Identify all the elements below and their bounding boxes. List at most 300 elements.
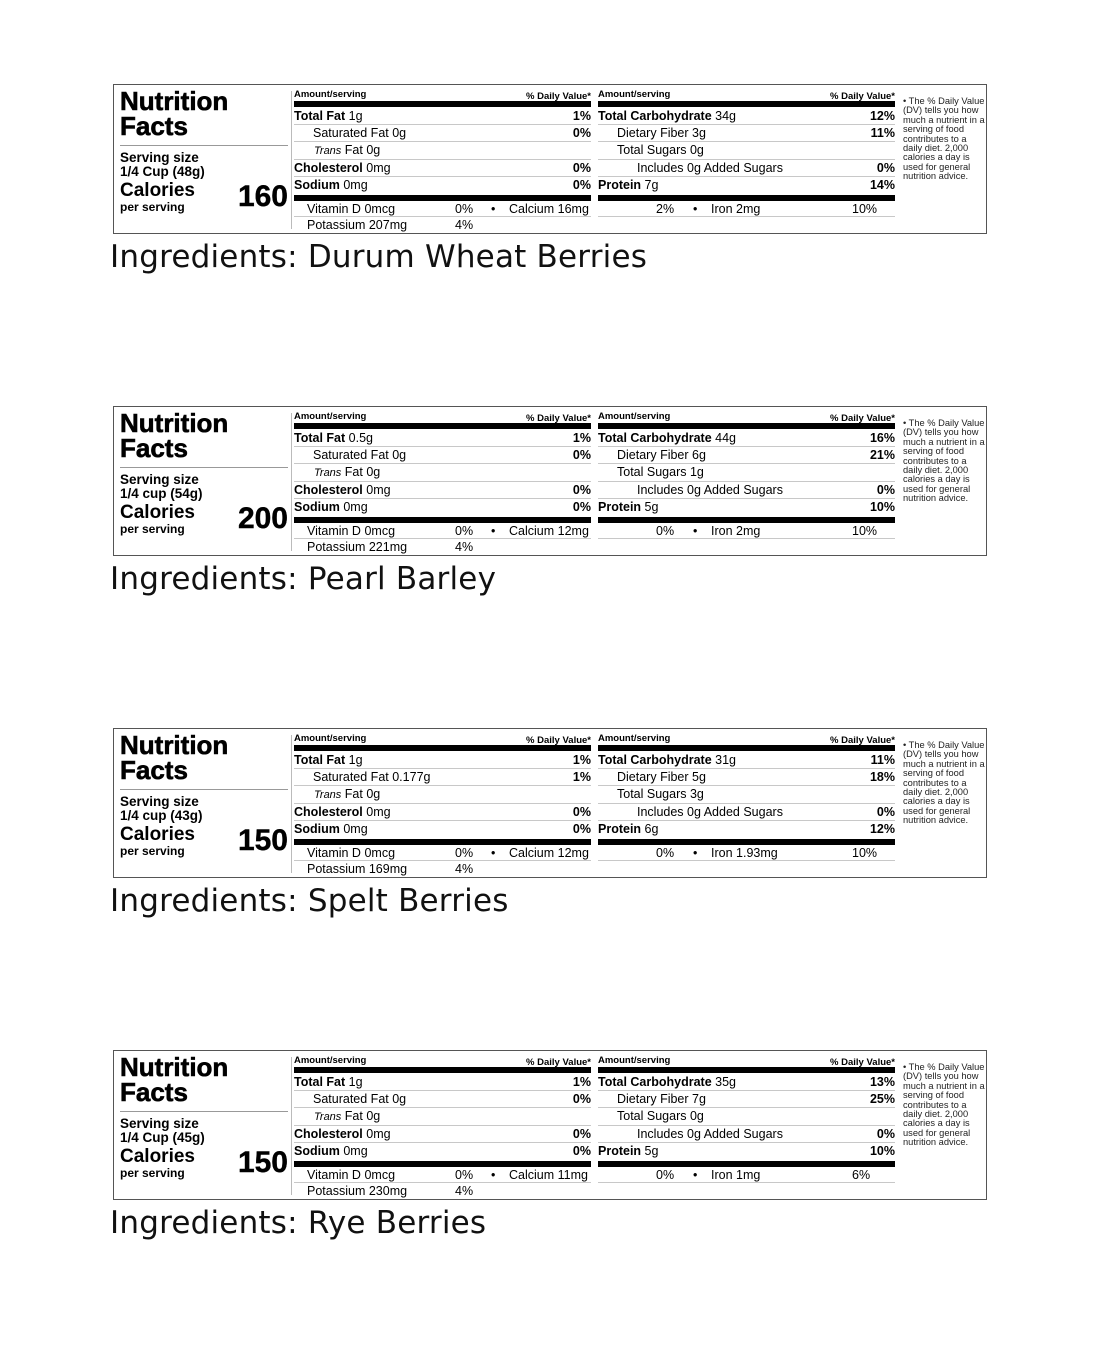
total-carb-dv: 16%: [869, 431, 895, 445]
amount-per-serving-header: Amount/serving: [294, 733, 367, 744]
dietary-fiber-label: Dietary Fiber: [617, 448, 689, 463]
saturated-fat-amount: 0g: [392, 126, 407, 141]
sodium-amount: 0mg: [343, 821, 368, 836]
saturated-fat-label: Saturated Fat: [313, 448, 389, 463]
vitamin-d-calcium-row: [294, 845, 591, 861]
protein-row: [598, 177, 895, 194]
calcium-amount: 12mg: [557, 845, 589, 860]
potassium-name: Potassium: [307, 217, 366, 232]
daily-value-footnote: • The % Daily Value (DV) tells you how much a nutrient in a serving of food contributes to a daily diet. 2,000 calories a day is used for general nutrition advice.: [903, 418, 985, 504]
total-sugars-row: [598, 1108, 895, 1125]
dietary-fiber-amount: 6g: [692, 448, 706, 463]
total-carb-row: [598, 430, 895, 447]
vitamin-d-label: [307, 523, 395, 539]
trans-fat-row: [294, 464, 591, 481]
calcium-label: [509, 201, 589, 217]
daily-value-footnote: • The % Daily Value (DV) tells you how much a nutrient in a serving of food contributes to a daily diet. 2,000 calories a day is used for general nutrition advice.: [903, 1062, 985, 1148]
trans-fat-suffix: Fat: [344, 143, 363, 158]
serving-size-label: Serving size: [120, 472, 199, 487]
label-title-line1: Nutrition: [120, 408, 229, 438]
total-carb-row: [598, 752, 895, 769]
cholesterol-row: [294, 1126, 591, 1143]
calcium-iron-row: [598, 523, 895, 539]
per-serving-label: per serving: [120, 844, 185, 858]
protein-row: [598, 499, 895, 516]
dietary-fiber-label: Dietary Fiber: [617, 126, 689, 141]
potassium-name: Potassium: [307, 861, 366, 876]
added-sugars-dv: 0%: [876, 804, 895, 819]
iron-amount: 2mg: [736, 201, 761, 216]
trans-label: Trans: [314, 467, 342, 480]
label-title-line2: Facts: [120, 755, 188, 785]
bullet-separator: •: [491, 523, 496, 538]
added-sugars-dv: 0%: [876, 160, 895, 175]
added-sugars-row: [598, 1126, 895, 1143]
carb-column: [598, 1054, 895, 1183]
daily-value-header: % Daily Value*: [830, 735, 895, 746]
title-divider: [120, 1111, 288, 1112]
calcium-dv: 0%: [656, 523, 675, 538]
total-carb-amount: 35g: [715, 1075, 737, 1089]
column-header: [294, 410, 591, 423]
vitamin-d-dv: 0%: [455, 845, 474, 860]
calories-value: 200: [237, 502, 288, 535]
total-fat-dv: 1%: [572, 753, 591, 767]
vitamin-d-amount: 0mcg: [364, 1167, 396, 1182]
cholesterol-label: Cholesterol: [294, 482, 363, 497]
total-carb-dv: 11%: [870, 753, 895, 767]
cholesterol-dv: 0%: [572, 482, 591, 497]
sodium-row: [294, 177, 591, 194]
label-title-line1: Nutrition: [120, 86, 229, 116]
daily-value-header: % Daily Value*: [830, 413, 895, 424]
potassium-label: [307, 539, 407, 555]
iron-dv: 10%: [852, 201, 878, 216]
total-carb-row: [598, 1074, 895, 1091]
potassium-label: [307, 1183, 407, 1199]
trans-fat-amount: 0g: [366, 787, 381, 802]
vitamin-d-name: Vitamin D: [307, 1167, 361, 1182]
total-fat-dv: 1%: [572, 431, 591, 445]
serving-size-value: 1/4 cup (54g): [120, 486, 203, 501]
serving-size-value: 1/4 cup (43g): [120, 808, 203, 823]
trans-fat-amount: 0g: [366, 1109, 381, 1124]
cholesterol-label: Cholesterol: [294, 1126, 363, 1141]
added-sugars-label: Includes 0g Added Sugars: [637, 160, 783, 175]
nutrition-panel: [0, 84, 1100, 406]
nutrition-facts-label: [113, 728, 987, 878]
column-header: [294, 732, 591, 745]
column-divider: [291, 1057, 292, 1195]
bullet-separator: •: [491, 201, 496, 216]
total-carb-label: Total Carbohydrate: [598, 753, 712, 767]
total-fat-label: Total Fat: [294, 109, 346, 123]
cholesterol-row: [294, 160, 591, 177]
ingredients-text: Ingredients: Pearl Barley: [110, 561, 497, 597]
title-column: [120, 1052, 288, 1195]
calcium-dv: 2%: [656, 201, 675, 216]
iron-amount: 1mg: [736, 1167, 761, 1182]
sodium-dv: 0%: [572, 1143, 591, 1158]
total-sugars-label: Total Sugars: [617, 465, 687, 480]
title-divider: [120, 789, 288, 790]
dietary-fiber-label: Dietary Fiber: [617, 1092, 689, 1107]
iron-name: Iron: [711, 201, 733, 216]
calories-value: 150: [237, 1146, 288, 1179]
sodium-label: Sodium: [294, 177, 340, 192]
label-title-line2: Facts: [120, 111, 188, 141]
protein-row: [598, 1143, 895, 1160]
nutrition-panel: [0, 728, 1100, 1050]
iron-name: Iron: [711, 1167, 733, 1182]
trans-fat-row: [294, 1108, 591, 1125]
saturated-fat-dv: 0%: [572, 1092, 591, 1107]
per-serving-label: per serving: [120, 200, 185, 214]
vitamin-d-name: Vitamin D: [307, 201, 361, 216]
total-sugars-label: Total Sugars: [617, 143, 687, 158]
label-title-line1: Nutrition: [120, 730, 229, 760]
ingredients-text: Ingredients: Spelt Berries: [110, 883, 509, 919]
vitamin-d-amount: 0mcg: [364, 845, 396, 860]
potassium-amount: 221mg: [368, 539, 408, 554]
dietary-fiber-row: [598, 125, 895, 142]
calories-label: Calories: [120, 180, 195, 201]
dietary-fiber-label: Dietary Fiber: [617, 770, 689, 785]
iron-dv: 6%: [852, 1167, 871, 1182]
total-fat-row: [294, 430, 591, 447]
amount-per-serving-header: Amount/serving: [294, 411, 367, 422]
daily-value-footnote: • The % Daily Value (DV) tells you how much a nutrient in a serving of food contributes to a daily diet. 2,000 calories a day is used for general nutrition advice.: [903, 96, 985, 182]
calcium-amount: 12mg: [557, 523, 589, 538]
sodium-row: [294, 1143, 591, 1160]
sodium-row: [294, 821, 591, 838]
total-carb-label: Total Carbohydrate: [598, 431, 712, 445]
cholesterol-dv: 0%: [572, 804, 591, 819]
daily-value-header: % Daily Value*: [830, 91, 895, 102]
sodium-dv: 0%: [572, 499, 591, 514]
protein-label: Protein: [598, 177, 642, 192]
saturated-fat-amount: 0g: [392, 1092, 407, 1107]
total-carb-dv: 13%: [869, 1075, 895, 1089]
vitamin-d-calcium-row: [294, 1167, 591, 1183]
column-divider: [291, 413, 292, 551]
total-fat-dv: 1%: [572, 1075, 591, 1089]
per-serving-label: per serving: [120, 522, 185, 536]
calcium-name: Calcium: [509, 201, 555, 216]
daily-value-header: % Daily Value*: [830, 1057, 895, 1068]
potassium-row: [294, 861, 591, 877]
column-divider: [291, 91, 292, 229]
serving-size-value: 1/4 Cup (45g): [120, 1130, 205, 1145]
amount-per-serving-header: Amount/serving: [598, 733, 671, 744]
protein-amount: 5g: [644, 499, 659, 514]
ingredients-text: Ingredients: Durum Wheat Berries: [110, 239, 648, 275]
total-carb-label: Total Carbohydrate: [598, 1075, 712, 1089]
calcium-iron-row: [598, 845, 895, 861]
bullet-separator: •: [693, 201, 698, 216]
sodium-label: Sodium: [294, 499, 340, 514]
bullet-separator: •: [693, 523, 698, 538]
calcium-dv: 0%: [656, 845, 675, 860]
cholesterol-row: [294, 804, 591, 821]
added-sugars-label: Includes 0g Added Sugars: [637, 1126, 783, 1141]
potassium-name: Potassium: [307, 539, 366, 554]
title-column: [120, 408, 288, 551]
column-header: [294, 1054, 591, 1067]
potassium-amount: 169mg: [368, 861, 408, 876]
amount-per-serving-header: Amount/serving: [294, 1055, 367, 1066]
potassium-amount: 230mg: [368, 1183, 408, 1198]
saturated-fat-label: Saturated Fat: [313, 1092, 389, 1107]
label-title-line1: Nutrition: [120, 1052, 229, 1082]
iron-label: [711, 1167, 760, 1183]
protein-amount: 7g: [644, 177, 659, 192]
fat-column: [294, 410, 591, 555]
total-fat-row: [294, 108, 591, 125]
protein-dv: 14%: [869, 177, 895, 192]
sodium-amount: 0mg: [343, 499, 368, 514]
vitamin-d-amount: 0mcg: [364, 523, 396, 538]
vitamin-d-dv: 0%: [455, 201, 474, 216]
iron-name: Iron: [711, 845, 733, 860]
calories-label: Calories: [120, 502, 195, 523]
added-sugars-dv: 0%: [876, 482, 895, 497]
trans-label: Trans: [314, 789, 342, 802]
iron-label: [711, 201, 760, 217]
dietary-fiber-row: [598, 447, 895, 464]
sodium-amount: 0mg: [343, 177, 368, 192]
sodium-label: Sodium: [294, 821, 340, 836]
amount-per-serving-header: Amount/serving: [598, 411, 671, 422]
total-sugars-row: [598, 786, 895, 803]
title-divider: [120, 145, 288, 146]
calories-label: Calories: [120, 824, 195, 845]
bullet-separator: •: [491, 845, 496, 860]
trans-fat-row: [294, 142, 591, 159]
dietary-fiber-dv: 11%: [870, 126, 895, 141]
vitamin-d-calcium-row: [294, 523, 591, 539]
protein-dv: 12%: [869, 821, 895, 836]
calories-value: 150: [237, 824, 288, 857]
serving-size-value: 1/4 Cup (48g): [120, 164, 205, 179]
saturated-fat-row: [294, 769, 591, 786]
total-fat-amount: 1g: [348, 109, 363, 123]
amount-per-serving-header: Amount/serving: [598, 1055, 671, 1066]
column-header: [598, 88, 895, 101]
saturated-fat-label: Saturated Fat: [313, 770, 389, 785]
daily-value-header: % Daily Value*: [526, 735, 591, 746]
iron-label: [711, 523, 760, 539]
calories-value: 160: [237, 180, 288, 213]
total-sugars-amount: 1g: [689, 465, 704, 480]
title-column: [120, 730, 288, 873]
vitamin-d-dv: 0%: [455, 523, 474, 538]
sodium-dv: 0%: [572, 821, 591, 836]
sodium-row: [294, 499, 591, 516]
calcium-amount: 11mg: [557, 1167, 588, 1182]
total-fat-amount: 1g: [348, 1075, 363, 1089]
saturated-fat-dv: 0%: [572, 126, 591, 141]
vitamin-d-calcium-row: [294, 201, 591, 217]
calcium-label: [509, 845, 589, 861]
protein-dv: 10%: [869, 1143, 895, 1158]
dietary-fiber-amount: 3g: [692, 126, 706, 141]
saturated-fat-row: [294, 1091, 591, 1108]
vitamin-d-name: Vitamin D: [307, 845, 361, 860]
calcium-label: [509, 1167, 588, 1183]
trans-fat-row: [294, 786, 591, 803]
cholesterol-amount: 0mg: [366, 1126, 391, 1141]
added-sugars-row: [598, 804, 895, 821]
cholesterol-amount: 0mg: [366, 804, 391, 819]
potassium-dv: 4%: [455, 861, 474, 876]
total-sugars-label: Total Sugars: [617, 1109, 687, 1124]
calcium-dv: 0%: [656, 1167, 675, 1182]
calcium-amount: 16mg: [557, 201, 589, 216]
trans-label: Trans: [314, 145, 342, 158]
total-sugars-amount: 0g: [689, 1109, 704, 1124]
potassium-label: [307, 217, 407, 233]
trans-fat-suffix: Fat: [344, 465, 363, 480]
potassium-label: [307, 861, 407, 877]
total-fat-label: Total Fat: [294, 431, 346, 445]
cholesterol-row: [294, 482, 591, 499]
total-fat-row: [294, 1074, 591, 1091]
calcium-label: [509, 523, 589, 539]
serving-size-label: Serving size: [120, 150, 199, 165]
calcium-name: Calcium: [509, 845, 555, 860]
bullet-separator: •: [491, 1167, 496, 1182]
protein-row: [598, 821, 895, 838]
vitamin-d-label: [307, 1167, 395, 1183]
nutrition-facts-label: [113, 406, 987, 556]
total-fat-label: Total Fat: [294, 753, 346, 767]
protein-label: Protein: [598, 499, 642, 514]
potassium-amount: 207mg: [368, 217, 408, 232]
vitamin-d-dv: 0%: [455, 1167, 474, 1182]
added-sugars-dv: 0%: [876, 1126, 895, 1141]
sodium-label: Sodium: [294, 1143, 340, 1158]
total-carb-dv: 12%: [869, 109, 895, 123]
column-divider: [291, 735, 292, 873]
total-fat-label: Total Fat: [294, 1075, 346, 1089]
dietary-fiber-row: [598, 769, 895, 786]
label-title-line2: Facts: [120, 1077, 188, 1107]
potassium-dv: 4%: [455, 1183, 474, 1198]
iron-amount: 2mg: [736, 523, 761, 538]
saturated-fat-row: [294, 125, 591, 142]
column-header: [598, 732, 895, 745]
saturated-fat-row: [294, 447, 591, 464]
potassium-name: Potassium: [307, 1183, 366, 1198]
dietary-fiber-amount: 7g: [692, 1092, 706, 1107]
potassium-row: [294, 217, 591, 233]
dietary-fiber-dv: 25%: [869, 1092, 895, 1107]
potassium-dv: 4%: [455, 539, 474, 554]
trans-fat-amount: 0g: [366, 143, 381, 158]
total-fat-row: [294, 752, 591, 769]
protein-amount: 6g: [644, 821, 659, 836]
iron-dv: 10%: [852, 523, 878, 538]
total-sugars-row: [598, 142, 895, 159]
sodium-dv: 0%: [572, 177, 591, 192]
carb-column: [598, 410, 895, 539]
cholesterol-label: Cholesterol: [294, 160, 363, 175]
added-sugars-label: Includes 0g Added Sugars: [637, 482, 783, 497]
carb-column: [598, 88, 895, 217]
trans-fat-suffix: Fat: [344, 787, 363, 802]
added-sugars-row: [598, 160, 895, 177]
potassium-dv: 4%: [455, 217, 474, 232]
bullet-separator: •: [693, 1167, 698, 1182]
calcium-iron-row: [598, 201, 895, 217]
column-header: [294, 88, 591, 101]
added-sugars-row: [598, 482, 895, 499]
nutrition-panel: [0, 1050, 1100, 1372]
serving-size-label: Serving size: [120, 794, 199, 809]
iron-dv: 10%: [852, 845, 878, 860]
total-fat-amount: 0.5g: [348, 431, 373, 445]
added-sugars-label: Includes 0g Added Sugars: [637, 804, 783, 819]
trans-label: Trans: [314, 1111, 342, 1124]
total-sugars-label: Total Sugars: [617, 787, 687, 802]
dietary-fiber-dv: 21%: [869, 448, 895, 463]
potassium-row: [294, 539, 591, 555]
total-carb-label: Total Carbohydrate: [598, 109, 712, 123]
iron-label: [711, 845, 778, 861]
column-header: [598, 410, 895, 423]
total-fat-amount: 1g: [348, 753, 363, 767]
nutrition-facts-label: [113, 1050, 987, 1200]
total-sugars-amount: 3g: [689, 787, 704, 802]
nutrition-panel: [0, 406, 1100, 728]
daily-value-header: % Daily Value*: [526, 91, 591, 102]
bullet-separator: •: [693, 845, 698, 860]
serving-size-label: Serving size: [120, 1116, 199, 1131]
amount-per-serving-header: Amount/serving: [294, 89, 367, 100]
vitamin-d-label: [307, 201, 395, 217]
column-header: [598, 1054, 895, 1067]
saturated-fat-amount: 0g: [392, 448, 407, 463]
potassium-row: [294, 1183, 591, 1199]
total-sugars-row: [598, 464, 895, 481]
protein-label: Protein: [598, 1143, 642, 1158]
amount-per-serving-header: Amount/serving: [598, 89, 671, 100]
title-divider: [120, 467, 288, 468]
protein-label: Protein: [598, 821, 642, 836]
trans-fat-amount: 0g: [366, 465, 381, 480]
cholesterol-label: Cholesterol: [294, 804, 363, 819]
fat-column: [294, 732, 591, 877]
label-title-line2: Facts: [120, 433, 188, 463]
ingredients-text: Ingredients: Rye Berries: [110, 1205, 487, 1241]
daily-value-header: % Daily Value*: [526, 1057, 591, 1068]
vitamin-d-amount: 0mcg: [364, 201, 396, 216]
cholesterol-dv: 0%: [572, 1126, 591, 1141]
per-serving-label: per serving: [120, 1166, 185, 1180]
dietary-fiber-dv: 18%: [869, 770, 895, 785]
fat-column: [294, 88, 591, 233]
calcium-iron-row: [598, 1167, 895, 1183]
total-carb-amount: 34g: [715, 109, 737, 123]
calcium-name: Calcium: [509, 523, 555, 538]
sodium-amount: 0mg: [343, 1143, 368, 1158]
saturated-fat-amount: 0.177g: [392, 770, 431, 785]
title-column: [120, 86, 288, 229]
cholesterol-amount: 0mg: [366, 482, 391, 497]
total-carb-row: [598, 108, 895, 125]
iron-name: Iron: [711, 523, 733, 538]
